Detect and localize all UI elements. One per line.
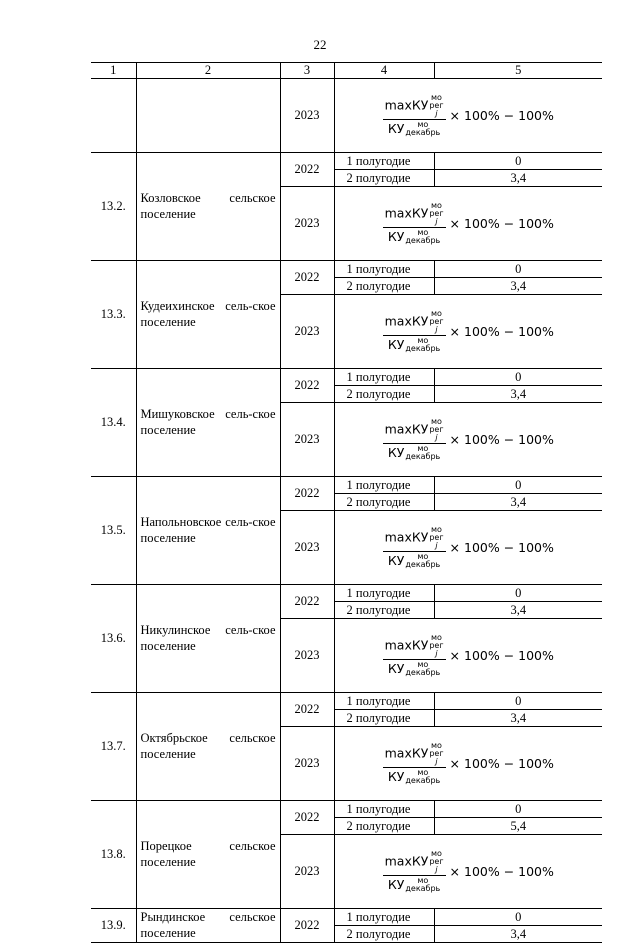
formula-tail: × 100% − 100%	[449, 432, 554, 447]
formula-tail: × 100% − 100%	[449, 324, 554, 339]
row-number: 13.8.	[91, 801, 136, 909]
half-year-label: 1 полугодие	[334, 477, 434, 494]
formula-fraction: maxКУ мо рег j КУ мо декабрь	[384, 92, 444, 138]
year-cell: 2023	[280, 835, 334, 909]
value-cell: 0	[434, 477, 602, 494]
half-year-label: 2 полугодие	[334, 818, 434, 835]
year-cell: 2022	[280, 693, 334, 727]
half-year-label: 1 полугодие	[334, 909, 434, 926]
header-cell: 5	[434, 63, 602, 79]
formula-cell	[334, 187, 602, 261]
value-cell: 0	[434, 585, 602, 602]
table-row	[91, 369, 602, 386]
row-number: 13.7.	[91, 693, 136, 801]
header-cell: 3	[280, 63, 334, 79]
year-cell: 2023	[280, 511, 334, 585]
page-number: 22	[313, 37, 327, 52]
formula-tail: × 100% − 100%	[449, 756, 554, 771]
value-cell: 5,4	[434, 818, 602, 835]
formula	[383, 202, 554, 246]
value-cell: 3,4	[434, 170, 602, 187]
value-cell: 3,4	[434, 278, 602, 295]
formula	[383, 94, 554, 138]
half-year-label: 2 полугодие	[334, 602, 434, 619]
formula-fraction: maxКУ мо рег j КУ мо декабрь	[384, 308, 444, 354]
year-cell: 2022	[280, 477, 334, 511]
formula-cell	[334, 619, 602, 693]
formula-tail: × 100% − 100%	[449, 540, 554, 555]
formula-fraction: maxКУ мо рег j КУ мо декабрь	[384, 632, 444, 678]
formula-cell	[334, 295, 602, 369]
year-cell: 2023	[280, 727, 334, 801]
half-year-label: 2 полугодие	[334, 170, 434, 187]
formula	[383, 418, 554, 462]
row-number: 13.6.	[91, 585, 136, 693]
year-cell: 2023	[280, 295, 334, 369]
half-year-label: 2 полугодие	[334, 386, 434, 403]
settlement-name: Напольновское сель-ское поселение	[136, 477, 280, 585]
formula	[383, 742, 554, 786]
half-year-label: 1 полугодие	[334, 801, 434, 818]
formula	[383, 850, 554, 894]
table-header-row	[91, 63, 602, 79]
settlement-name: Мишуковское сель-ское поселение	[136, 369, 280, 477]
value-cell: 0	[434, 909, 602, 926]
formula-tail: × 100% − 100%	[449, 108, 554, 123]
formula-cell	[334, 835, 602, 909]
formula-tail: × 100% − 100%	[449, 648, 554, 663]
value-cell: 3,4	[434, 926, 602, 943]
half-year-label: 1 полугодие	[334, 585, 434, 602]
settlement-name: Кудеихинское сель-ское поселение	[136, 261, 280, 369]
formula-fraction: maxКУ мо рег j КУ мо декабрь	[384, 524, 444, 570]
year-cell: 2022	[280, 153, 334, 187]
data-table	[91, 62, 602, 943]
row-number: 13.3.	[91, 261, 136, 369]
formula	[383, 310, 554, 354]
table-row	[91, 153, 602, 170]
row-number	[91, 79, 136, 153]
value-cell: 3,4	[434, 602, 602, 619]
value-cell: 0	[434, 693, 602, 710]
table-row	[91, 909, 602, 926]
year-cell: 2022	[280, 369, 334, 403]
settlement-name: Никулинское сель-ское поселение	[136, 585, 280, 693]
half-year-label: 1 полугодие	[334, 693, 434, 710]
formula-tail: × 100% − 100%	[449, 216, 554, 231]
value-cell: 0	[434, 369, 602, 386]
table-row	[91, 585, 602, 602]
year-cell: 2023	[280, 403, 334, 477]
half-year-label: 1 полугодие	[334, 369, 434, 386]
settlement-name: Октябрьское сельское поселение	[136, 693, 280, 801]
header-cell: 4	[334, 63, 434, 79]
year-cell: 2023	[280, 79, 334, 153]
table-row	[91, 477, 602, 494]
settlement-name: Козловское сельское поселение	[136, 153, 280, 261]
half-year-label: 2 полугодие	[334, 494, 434, 511]
formula-cell	[334, 727, 602, 801]
settlement-name: Порецкое сельское поселение	[136, 801, 280, 909]
year-cell: 2023	[280, 619, 334, 693]
formula	[383, 526, 554, 570]
half-year-label: 2 полугодие	[334, 278, 434, 295]
settlement-name: Рындинское сельское поселение	[136, 909, 280, 943]
value-cell: 3,4	[434, 386, 602, 403]
table-row	[91, 693, 602, 710]
value-cell: 3,4	[434, 494, 602, 511]
value-cell: 0	[434, 261, 602, 278]
formula-tail: × 100% − 100%	[449, 864, 554, 879]
formula-fraction: maxКУ мо рег j КУ мо декабрь	[384, 740, 444, 786]
formula-fraction: maxКУ мо рег j КУ мо декабрь	[384, 200, 444, 246]
formula-cell	[334, 79, 602, 153]
year-cell: 2022	[280, 909, 334, 943]
year-cell: 2022	[280, 261, 334, 295]
table-row	[91, 261, 602, 278]
header-cell: 2	[136, 63, 280, 79]
half-year-label: 2 полугодие	[334, 710, 434, 727]
header-cell: 1	[91, 63, 136, 79]
row-number: 13.9.	[91, 909, 136, 943]
row-number: 13.4.	[91, 369, 136, 477]
table-row	[91, 79, 602, 153]
half-year-label: 2 полугодие	[334, 926, 434, 943]
year-cell: 2022	[280, 585, 334, 619]
formula	[383, 634, 554, 678]
year-cell: 2022	[280, 801, 334, 835]
year-cell: 2023	[280, 187, 334, 261]
formula-fraction: maxКУ мо рег j КУ мо декабрь	[384, 416, 444, 462]
value-cell: 0	[434, 153, 602, 170]
formula-fraction: maxКУ мо рег j КУ мо декабрь	[384, 848, 444, 894]
table-row	[91, 801, 602, 818]
formula-cell	[334, 511, 602, 585]
half-year-label: 1 полугодие	[334, 261, 434, 278]
value-cell: 0	[434, 801, 602, 818]
row-number: 13.2.	[91, 153, 136, 261]
row-number: 13.5.	[91, 477, 136, 585]
settlement-name	[136, 79, 280, 153]
value-cell: 3,4	[434, 710, 602, 727]
formula-cell	[334, 403, 602, 477]
half-year-label: 1 полугодие	[334, 153, 434, 170]
